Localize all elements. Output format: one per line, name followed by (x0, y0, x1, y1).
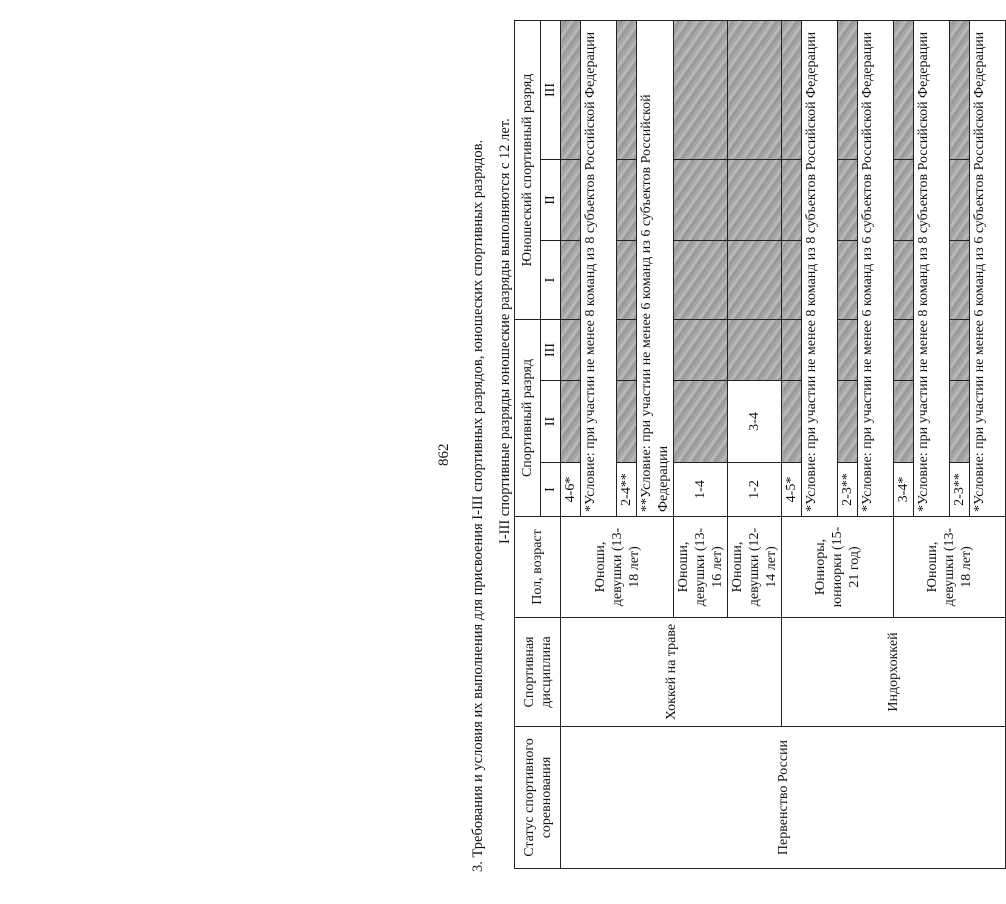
header-sport-rank-III: III (541, 320, 561, 381)
age-note: I-III спортивные разряды юношеские разряды выполняются с 12 лет. (497, 118, 513, 544)
age-indoor-13-18: Юноши, девушки (13-18 лет) (894, 517, 1006, 618)
condition-text: *Условие: при участии не менее 8 команд из 8 субъектов Российской Федерации (802, 20, 838, 516)
shaded-cell (894, 160, 914, 241)
section-heading: 3. Требования и условия их выполнения для присвоения I-III спортивных разрядов, юношеских спортивных разрядов. (470, 139, 486, 872)
shaded-cell (674, 20, 728, 159)
discipline-indoor-hockey: Индорхоккей (782, 618, 1006, 727)
header-youth-rank-II: II (541, 160, 561, 241)
discipline-field-hockey: Хоккей на траве (561, 618, 782, 727)
shaded-cell (950, 381, 970, 463)
shaded-cell (561, 320, 581, 381)
shaded-cell (950, 241, 970, 320)
indoor-13-18-sport-I-b: 2-3** (950, 463, 970, 517)
header-gender-age: Пол, возраст (515, 517, 561, 618)
condition-text: *Условие: при участии не менее 8 команд из 8 субъектов Российской Федерации (581, 20, 617, 516)
shaded-cell (782, 160, 802, 241)
status-cell: Первенство России (561, 727, 1006, 869)
shaded-cell (838, 20, 858, 159)
shaded-cell (838, 241, 858, 320)
header-status: Статус спортивного соревнования (515, 727, 561, 869)
shaded-cell (728, 20, 782, 159)
header-youth-rank-I: I (541, 241, 561, 320)
age-field-12-14: Юноши, девушки (12-14 лет) (728, 517, 782, 618)
condition-text: *Условие: при участии не менее 6 команд из 6 субъектов Российской Федерации (858, 20, 894, 516)
shaded-cell (617, 241, 637, 320)
shaded-cell (674, 381, 728, 463)
shaded-cell (617, 381, 637, 463)
shaded-cell (782, 381, 802, 463)
page-number: 862 (436, 443, 452, 466)
shaded-cell (894, 320, 914, 381)
shaded-cell (838, 160, 858, 241)
shaded-cell (561, 20, 581, 159)
shaded-cell (674, 241, 728, 320)
header-youth-rank: Юношеский спортивный разряд (515, 20, 541, 319)
shaded-cell (838, 381, 858, 463)
field-13-18-sport-I-b: 2-4** (617, 463, 637, 517)
header-discipline: Спортивная дисциплина (515, 618, 561, 727)
shaded-cell (561, 381, 581, 463)
shaded-cell (894, 381, 914, 463)
indoor-15-21-sport-I: 4-5* (782, 463, 802, 517)
shaded-cell (782, 320, 802, 381)
shaded-cell (728, 160, 782, 241)
header-sport-rank-II: II (541, 381, 561, 463)
indoor-15-21-sport-I-b: 2-3** (838, 463, 858, 517)
condition-text: *Условие: при участии не менее 8 команд из 8 субъектов Российской Федерации (914, 20, 950, 516)
field-12-14-sport-I: 1-2 (728, 463, 782, 517)
rank-requirements-table (514, 20, 1006, 869)
age-indoor-15-21: Юниоры, юниорки (15-21 год) (782, 517, 894, 618)
age-field-13-16: Юноши, девушки (13-16 лет) (674, 517, 728, 618)
shaded-cell (950, 160, 970, 241)
shaded-cell (617, 20, 637, 159)
shaded-cell (838, 320, 858, 381)
shaded-cell (561, 160, 581, 241)
header-youth-rank-III: III (541, 20, 561, 159)
indoor-13-18-sport-I: 3-4* (894, 463, 914, 517)
shaded-cell (728, 320, 782, 381)
shaded-cell (617, 320, 637, 381)
shaded-cell (950, 20, 970, 159)
shaded-cell (950, 320, 970, 381)
field-13-16-sport-I: 1-4 (674, 463, 728, 517)
shaded-cell (728, 241, 782, 320)
shaded-cell (674, 320, 728, 381)
shaded-cell (561, 241, 581, 320)
shaded-cell (674, 160, 728, 241)
shaded-cell (617, 160, 637, 241)
header-sport-rank: Спортивный разряд (515, 320, 541, 517)
header-sport-rank-I: I (541, 463, 561, 517)
field-13-18-sport-I: 4-6* (561, 463, 581, 517)
condition-text: *Условие: при участии не менее 6 команд из 6 субъектов Российской Федерации (970, 20, 1006, 516)
shaded-cell (894, 241, 914, 320)
shaded-cell (894, 20, 914, 159)
shaded-cell (782, 20, 802, 159)
shaded-cell (782, 241, 802, 320)
age-field-13-18: Юноши, девушки (13-18 лет) (561, 517, 674, 618)
condition-text: **Условие: при участии не менее 6 команд из 6 субъектов Российской Федерации (637, 20, 674, 516)
field-12-14-sport-II: 3-4 (728, 381, 782, 463)
